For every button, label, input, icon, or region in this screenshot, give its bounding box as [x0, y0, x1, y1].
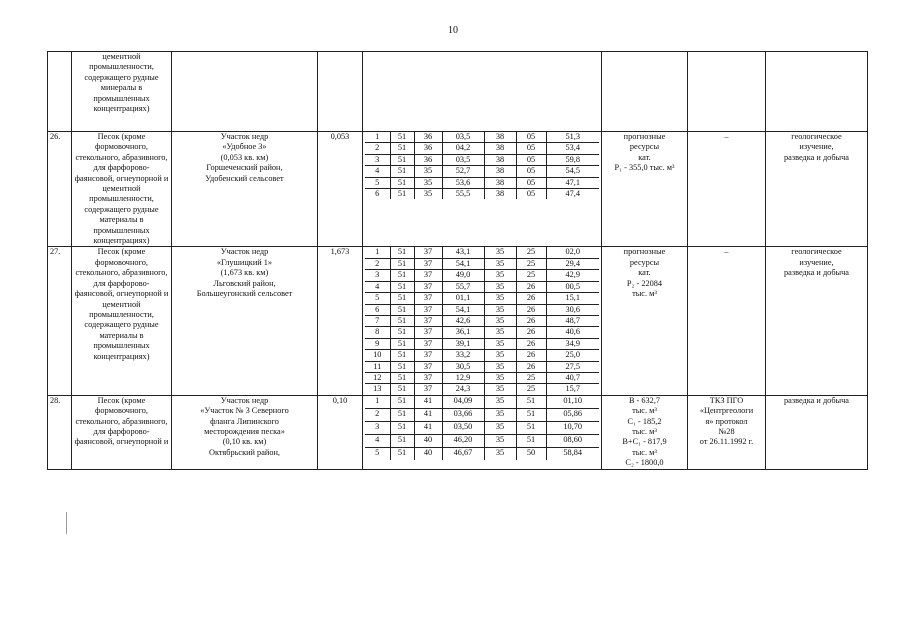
coordinate-value: 54,1 [442, 304, 484, 315]
coordinate-value: 03,5 [442, 154, 484, 165]
point-number: 7 [365, 315, 390, 326]
resources-cell-line: C₂ - 1800,0 [625, 458, 664, 468]
coordinate-point [365, 281, 599, 292]
coordinates-cell [363, 132, 602, 247]
coordinate-value: 35 [484, 338, 516, 349]
coordinate-value: 42,9 [546, 270, 599, 281]
coordinate-value: 51 [390, 315, 414, 326]
resources-cell [602, 247, 688, 395]
coordinate-value: 25 [516, 247, 546, 258]
coordinate-value: 04,09 [442, 396, 484, 409]
coordinate-value: 37 [414, 270, 442, 281]
documents-cell-line: от 26.11.1992 г. [699, 437, 754, 447]
coordinate-value: 51 [390, 281, 414, 292]
site-cell-line: Участок недр [220, 132, 269, 141]
coordinate-value: 59,8 [546, 154, 599, 165]
resources-cell-line: прогнозные [623, 247, 666, 257]
coordinate-value: 54,5 [546, 166, 599, 177]
point-number: 5 [365, 177, 390, 188]
coordinate-value: 51 [390, 327, 414, 338]
coordinate-value: 53,6 [442, 177, 484, 188]
coordinate-value: 01,10 [546, 396, 599, 409]
resources-cell [602, 132, 688, 247]
coordinate-value: 51 [390, 447, 414, 460]
resources-cell-line: тыс. м³ [632, 406, 657, 416]
coordinate-value: 03,66 [442, 408, 484, 421]
usage-cell-line: геологическое [791, 247, 842, 257]
coordinate-value: 27,5 [546, 361, 599, 372]
usage-cell [766, 247, 868, 395]
coordinate-point [365, 408, 599, 421]
coordinate-point [365, 166, 599, 177]
coordinate-value: 15,7 [565, 384, 581, 394]
point-number: 1 [365, 247, 390, 258]
usage-cell-line: изучение, [799, 257, 834, 267]
coordinate-value: 37 [414, 327, 442, 338]
coordinate-point [365, 270, 599, 281]
coordinate-value: 51 [390, 143, 414, 154]
coordinate-value: 05 [516, 143, 546, 154]
site-cell-line: (0,10 кв. км) [222, 437, 267, 447]
site-cell-line: Большеугонский сельсовет [196, 289, 293, 299]
coordinate-value: 42,6 [442, 315, 484, 326]
mineral-cell: Песок (кроме формовочного, стекольного, абразивного, для фарфорово-фаянсовой, огнеупорной и [72, 395, 172, 469]
coordinate-value: 33,2 [442, 350, 484, 361]
coordinate-value: 37 [414, 247, 442, 258]
resources-cell-line: ресурсы [629, 257, 660, 267]
site-cell-line: «Участок № 3 Северного [200, 406, 289, 416]
usage-cell [766, 132, 868, 247]
point-number: 4 [365, 281, 390, 292]
area-cell: 0,10 [318, 395, 363, 469]
coordinate-value: 53,4 [546, 143, 599, 154]
point-number: 11 [365, 361, 390, 372]
coordinate-value: 02,0 [546, 247, 599, 258]
usage-cell-line: разведка и добыча [784, 395, 849, 405]
coordinate-value: 36 [414, 154, 442, 165]
point-number: 3 [365, 270, 390, 281]
table-row [48, 247, 868, 395]
coordinate-value: 26 [516, 304, 546, 315]
point-number: 9 [365, 338, 390, 349]
coordinate-value: 05,86 [546, 408, 599, 421]
point-number: 1 [365, 396, 390, 409]
coordinate-value: 51 [390, 304, 414, 315]
coordinate-value: 04,2 [442, 143, 484, 154]
usage-cell-line: геологическое [791, 132, 842, 141]
coordinate-value: 35 [484, 293, 516, 304]
coordinate-value: 51 [390, 396, 414, 409]
coordinate-value: 24,3 [442, 384, 484, 395]
point-number: 2 [365, 258, 390, 269]
coordinate-value: 37 [414, 338, 442, 349]
coordinate-point [365, 143, 599, 154]
site-cell-line: Удобенский сельсовет [205, 173, 284, 183]
coordinate-value: 40 [414, 447, 442, 460]
coordinate-value: 35 [484, 434, 516, 447]
coordinate-value: 15,1 [546, 293, 599, 304]
coordinate-value: 35 [484, 247, 516, 258]
resources-cell-line: тыс. м³ [632, 289, 657, 299]
coordinate-value: 26 [516, 293, 546, 304]
coordinate-value: 51 [390, 247, 414, 258]
coordinate-value: 43,1 [442, 247, 484, 258]
site-cell-line: месторождения песка» [204, 426, 285, 436]
page-number: 10 [448, 25, 458, 36]
coordinate-point [365, 396, 599, 409]
coordinate-value: 51 [390, 132, 414, 143]
coordinate-point [365, 304, 599, 315]
coordinate-value: 25 [516, 270, 546, 281]
coordinate-point [365, 247, 599, 258]
usage-cell [766, 395, 868, 469]
coordinate-value: 05 [516, 177, 546, 188]
coordinate-value: 37 [414, 315, 442, 326]
area-cell: 1,673 [318, 247, 363, 395]
coordinate-value: 35 [414, 177, 442, 188]
site-cell-line: Льговский район, [213, 278, 276, 288]
coordinate-value: 05 [516, 154, 546, 165]
resources-cell-line: ресурсы [629, 142, 660, 152]
coordinate-value: 48,7 [546, 315, 599, 326]
coordinates-table [365, 247, 599, 394]
coordinate-value: 55,7 [442, 281, 484, 292]
site-cell-line: Горшеченский район, [206, 163, 283, 173]
documents-cell-line: «Центргеологи [699, 406, 754, 416]
point-number: 12 [365, 372, 390, 383]
coordinate-value: 37 [414, 304, 442, 315]
point-number: 13 [365, 384, 390, 395]
coordinate-value: 29,4 [546, 258, 599, 269]
site-cell-line: Октябрьский район, [208, 447, 280, 457]
coordinate-value: 08,60 [546, 434, 599, 447]
coordinate-value: 41 [414, 396, 442, 409]
coordinate-value: 51 [390, 270, 414, 281]
site-cell-line: «Удобное 3» [222, 142, 267, 152]
coordinate-value: 38 [484, 154, 516, 165]
coordinate-value: 39,1 [442, 338, 484, 349]
coordinate-point [365, 434, 599, 447]
coordinate-value: 49,0 [442, 270, 484, 281]
point-number: 3 [365, 421, 390, 434]
coordinate-value: 35 [484, 350, 516, 361]
coordinate-value: 51 [390, 166, 414, 177]
coordinate-value: 35 [484, 315, 516, 326]
coordinate-value: 50 [516, 447, 546, 460]
site-cell-line: «Глушицкий 1» [216, 257, 273, 267]
coordinate-value: 26 [516, 281, 546, 292]
resources-cell-line: B+C₁ - 817,9 [622, 437, 667, 447]
documents-cell: – [688, 132, 766, 247]
coordinate-value: 54,1 [442, 258, 484, 269]
coordinate-value: 26 [516, 315, 546, 326]
coordinate-value: 10,70 [546, 421, 599, 434]
coordinate-value: 40,7 [546, 372, 599, 383]
coordinate-point [365, 338, 599, 349]
coordinate-point [365, 421, 599, 434]
site-cell-line: (1,673 кв. км) [220, 268, 269, 278]
coordinate-value: 46,67 [442, 447, 484, 460]
coordinate-value: 51 [390, 434, 414, 447]
site-cell [172, 395, 318, 469]
resources-cell [602, 395, 688, 469]
coordinate-value: 38 [484, 166, 516, 177]
coordinate-point [365, 177, 599, 188]
coordinate-value: 47,4 [565, 189, 581, 199]
coordinate-point [365, 189, 599, 200]
mineral-cell: Песок (кроме формовочного, стекольного, абразивного, для фарфорово-фаянсовой, огнеупорной и цементной промышленности, содержащего рудные материалы в промышленных концентрациях) [72, 247, 172, 395]
coordinate-value: 38 [484, 177, 516, 188]
coordinate-value: 37 [414, 258, 442, 269]
coordinate-value: 37 [414, 372, 442, 383]
coordinate-point [365, 384, 599, 395]
coordinate-value: 35 [484, 384, 516, 395]
documents-cell: – [688, 247, 766, 395]
coordinate-value: 36 [414, 132, 442, 143]
coordinate-value: 46,20 [442, 434, 484, 447]
coordinate-value: 35 [484, 408, 516, 421]
documents-cell-line: ТКЗ ПГО [709, 395, 744, 405]
coordinate-value: 35 [484, 372, 516, 383]
documents-cell [688, 395, 766, 469]
coordinate-point [365, 350, 599, 361]
row-number: 27. [48, 247, 72, 395]
coordinates-table [365, 396, 599, 460]
coordinate-value: 35 [484, 421, 516, 434]
coordinate-value: 51 [516, 434, 546, 447]
coordinate-value: 51 [390, 421, 414, 434]
site-cell-line: (0,053 кв. км) [220, 152, 269, 162]
coordinate-value: 37 [414, 361, 442, 372]
coordinate-value: 35 [414, 166, 442, 177]
point-number: 2 [365, 408, 390, 421]
coordinate-value: 35 [484, 281, 516, 292]
coordinate-value: 37 [414, 281, 442, 292]
coordinate-value: 25 [516, 372, 546, 383]
documents-cell-line: я» протокол [705, 416, 748, 426]
coordinate-value: 25 [516, 258, 546, 269]
coordinate-value: 26 [516, 327, 546, 338]
coordinate-value: 35 [484, 361, 516, 372]
coordinate-value: 00,5 [546, 281, 599, 292]
coordinate-value: 51 [390, 361, 414, 372]
coordinate-value: 30,5 [442, 361, 484, 372]
site-cell-line: Участок недр [220, 395, 269, 405]
usage-cell-line: разведка и добыча [784, 268, 849, 278]
coordinate-value: 05 [516, 189, 546, 200]
coordinate-value: 34,9 [546, 338, 599, 349]
scan-mark [66, 512, 67, 534]
coordinate-value: 51 [390, 338, 414, 349]
coordinate-value: 51 [390, 372, 414, 383]
coordinate-value: 05 [516, 132, 546, 143]
resources-cell-line: P₁ - 355,0 тыс. м³ [614, 163, 675, 173]
resources-cell-line: тыс. м³ [632, 426, 657, 436]
resources-cell-line: прогнозные [623, 132, 666, 141]
row-number: 28. [48, 395, 72, 469]
coordinate-value: 51 [516, 421, 546, 434]
point-number: 2 [365, 143, 390, 154]
area-cell: 0,053 [318, 132, 363, 247]
point-number: 3 [365, 154, 390, 165]
coordinate-value: 38 [484, 189, 516, 200]
coordinate-value: 41 [414, 421, 442, 434]
row-number: 26. [48, 132, 72, 247]
coordinate-value: 55,5 [442, 189, 484, 200]
coordinate-value: 35 [484, 447, 516, 460]
coordinate-value: 51 [390, 384, 414, 395]
coordinate-value: 26 [516, 338, 546, 349]
resources-cell-line: тыс. м³ [632, 447, 657, 457]
site-cell [172, 247, 318, 395]
coordinate-value: 51 [390, 154, 414, 165]
coordinate-value: 52,7 [442, 166, 484, 177]
continuation-row [48, 52, 868, 132]
coordinate-value: 47,1 [546, 177, 599, 188]
coordinate-value: 51,3 [546, 132, 599, 143]
coordinate-value: 35 [484, 304, 516, 315]
coordinate-point [365, 258, 599, 269]
point-number: 5 [365, 293, 390, 304]
coordinates-cell [363, 247, 602, 395]
coordinate-value: 05 [516, 166, 546, 177]
point-number: 5 [365, 447, 390, 460]
coordinate-point [365, 361, 599, 372]
point-number: 1 [365, 132, 390, 143]
usage-cell-line: изучение, [799, 142, 834, 152]
coordinate-value: 26 [516, 350, 546, 361]
point-number: 8 [365, 327, 390, 338]
coordinate-value: 26 [516, 361, 546, 372]
site-cell [172, 132, 318, 247]
resources-cell-line: P₂ - 22084 [626, 278, 663, 288]
coordinate-value: 51 [390, 258, 414, 269]
coordinate-value: 25,0 [546, 350, 599, 361]
point-number: 6 [365, 304, 390, 315]
coordinate-point [365, 447, 599, 460]
coordinate-value: 51 [390, 408, 414, 421]
coordinate-point [365, 132, 599, 143]
resources-cell-line: C₁ - 185,2 [627, 416, 662, 426]
point-number: 10 [365, 350, 390, 361]
coordinates-table [365, 132, 599, 199]
resources-cell-line: кат. [638, 152, 651, 162]
usage-cell-line: разведка и добыча [784, 152, 849, 162]
site-cell-line: Участок недр [220, 247, 269, 257]
coordinate-value: 51 [390, 177, 414, 188]
coordinate-value: 41 [414, 408, 442, 421]
mineral-cell: цементной промышленности, содержащего рудные минералы в промышленных концентрациях) [72, 52, 172, 132]
register-table [47, 51, 868, 470]
documents-cell-line: №28 [718, 426, 735, 436]
coordinate-value: 51 [390, 293, 414, 304]
coordinate-value: 03,50 [442, 421, 484, 434]
coordinate-value: 51 [390, 350, 414, 361]
point-number: 4 [365, 166, 390, 177]
coordinate-value: 36,1 [442, 327, 484, 338]
coordinate-value: 36 [414, 143, 442, 154]
coordinate-value: 58,84 [563, 447, 583, 457]
coordinate-value: 37 [414, 384, 442, 395]
table-row [48, 132, 868, 247]
coordinate-point [365, 315, 599, 326]
point-number: 4 [365, 434, 390, 447]
coordinate-value: 35 [484, 270, 516, 281]
coordinate-value: 25 [516, 384, 546, 395]
coordinate-value: 12,9 [442, 372, 484, 383]
coordinate-value: 03,5 [442, 132, 484, 143]
coordinate-value: 35 [484, 258, 516, 269]
coordinate-value: 51 [516, 396, 546, 409]
coordinate-point [365, 327, 599, 338]
coordinate-value: 30,6 [546, 304, 599, 315]
coordinate-point [365, 293, 599, 304]
coordinate-value: 38 [484, 143, 516, 154]
coordinate-value: 51 [390, 189, 414, 200]
coordinate-value: 37 [414, 350, 442, 361]
point-number: 6 [365, 189, 390, 200]
coordinate-value: 35 [484, 327, 516, 338]
coordinate-value: 35 [484, 396, 516, 409]
table-row [48, 395, 868, 469]
coordinate-value: 51 [516, 408, 546, 421]
mineral-cell: Песок (кроме формовочного, стекольного, абразивного, для фарфорово-фаянсовой, огнеупорной и цементной промышленности, содержащего рудные материалы в промышленных концентрациях) [72, 132, 172, 247]
coordinate-value: 40,6 [546, 327, 599, 338]
resources-cell-line: B - 632,7 [628, 395, 661, 405]
coordinate-value: 38 [484, 132, 516, 143]
coordinate-value: 01,1 [442, 293, 484, 304]
site-cell-line: фланга Липинского [210, 416, 279, 426]
coordinate-point [365, 154, 599, 165]
coordinate-value: 40 [414, 434, 442, 447]
resources-cell-line: кат. [638, 268, 651, 278]
coordinate-point [365, 372, 599, 383]
coordinate-value: 37 [414, 293, 442, 304]
coordinates-cell [363, 395, 602, 469]
coordinate-value: 35 [414, 189, 442, 200]
